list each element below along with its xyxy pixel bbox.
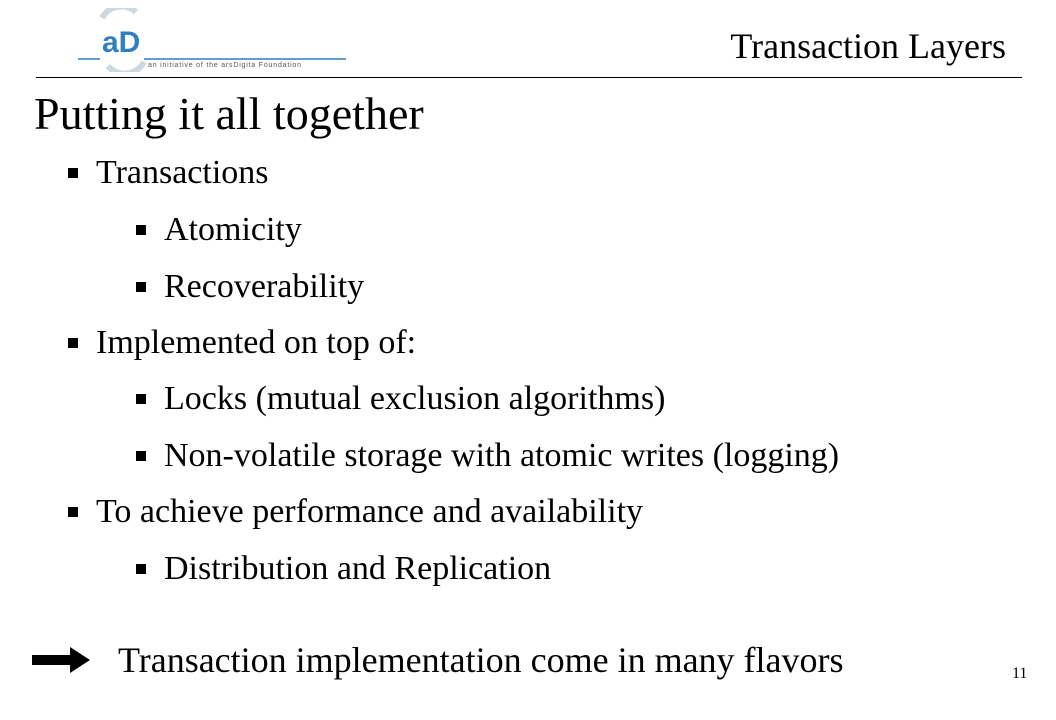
bullet-distribution-replication xyxy=(136,549,551,589)
bullet-implemented-on-top-of xyxy=(68,323,416,363)
square-bullet-icon xyxy=(136,451,146,461)
right-arrow-icon xyxy=(32,647,90,673)
bullet-label: Non-volatile storage with atomic writes (logging) xyxy=(164,437,840,474)
logo-text: aD xyxy=(102,26,141,59)
bullet-label: Locks (mutual exclusion algorithms) xyxy=(164,380,666,417)
conclusion-text: Transaction implementation come in many flavors xyxy=(118,640,844,680)
bullet-non-volatile-storage xyxy=(136,436,839,476)
logo-tagline: an initiative of the arsDigita Foundation xyxy=(148,62,302,69)
square-bullet-icon xyxy=(68,338,78,348)
slide-title: Putting it all together xyxy=(34,88,424,139)
square-bullet-icon xyxy=(136,564,146,574)
bullet-label: Atomicity xyxy=(164,211,302,248)
page-number: 11 xyxy=(1012,665,1028,682)
square-bullet-icon xyxy=(136,225,146,235)
bullet-atomicity xyxy=(136,210,302,250)
bullet-locks xyxy=(136,379,665,419)
bullet-label: Distribution and Replication xyxy=(164,550,552,587)
square-bullet-icon xyxy=(68,168,78,178)
section-title: Transaction Layers xyxy=(730,26,1006,66)
conclusion-line xyxy=(32,638,844,682)
bullet-transactions xyxy=(68,153,269,193)
square-bullet-icon xyxy=(136,282,146,292)
bullet-performance-availability xyxy=(68,492,643,532)
bullet-label: To achieve performance and availability xyxy=(96,493,644,530)
bullet-label: Recoverability xyxy=(164,268,365,305)
bullet-recoverability xyxy=(136,267,364,307)
bullet-label: Implemented on top of: xyxy=(96,324,417,361)
square-bullet-icon xyxy=(68,507,78,517)
square-bullet-icon xyxy=(136,394,146,404)
bullet-label: Transactions xyxy=(96,154,269,191)
